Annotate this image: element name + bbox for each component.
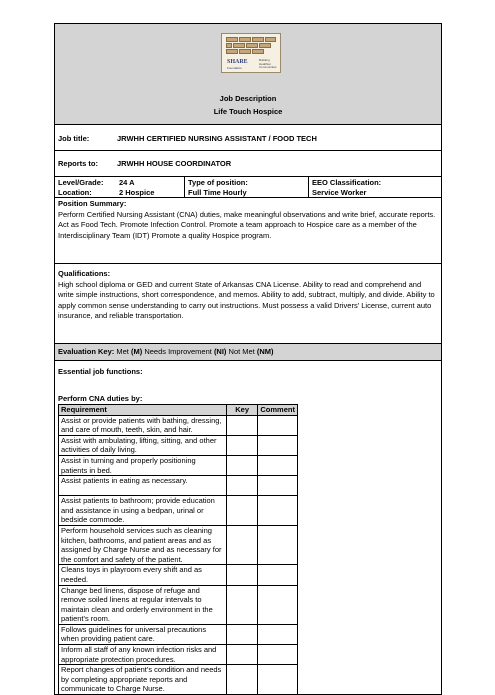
position-type-value: Full Time Hourly <box>188 188 247 197</box>
requirement-cell: Assist with ambulating, lifting, sitting, and other activities of daily living. <box>59 435 227 455</box>
comment-cell[interactable] <box>258 415 298 435</box>
reports-to-value: JRWHH HOUSE COORDINATOR <box>117 159 232 168</box>
met-code: (M) <box>130 347 143 356</box>
requirement-cell: Cleans toys in playroom every shift and as needed. <box>59 565 227 585</box>
comment-cell[interactable] <box>258 565 298 585</box>
evaluation-key-label: Evaluation Key: <box>58 347 115 356</box>
eeo-cell <box>309 177 441 197</box>
level-value: 24 A <box>119 178 135 187</box>
key-cell[interactable] <box>226 665 258 695</box>
not-met-label: Not Met <box>228 347 255 356</box>
position-summary-heading: Position Summary: <box>58 199 127 208</box>
comment-cell[interactable] <box>258 476 298 496</box>
key-cell[interactable] <box>226 476 258 496</box>
essential-functions-heading: Essential job functions: <box>58 367 143 376</box>
position-type-cell <box>185 177 309 197</box>
requirement-cell: Change bed linens, dispose of refuge and remove soiled linens at regular intervals to maintain clean and orderly environment in the patient's room. <box>59 585 227 624</box>
requirements-table <box>58 404 298 695</box>
reports-to-row <box>54 151 442 177</box>
comment-cell[interactable] <box>258 525 298 564</box>
level-label: Level/Grade: <box>58 178 104 187</box>
not-met-code: (NM) <box>256 347 274 356</box>
qualifications-heading: Qualifications: <box>58 269 111 278</box>
table-row <box>59 435 298 455</box>
requirements-header-row <box>59 405 298 416</box>
table-row <box>59 476 298 496</box>
comment-cell[interactable] <box>258 435 298 455</box>
qualifications-text: High school diploma or GED and current State of Arkansas CNA License. Ability to read and comprehend and write simple instructions, short correspondence, and memos. Ability to add, subtract, multiply, and divide. Ability to apply common sense understanding to carry out instructions. Must possess a valid Drivers' License, current auto insurance, and reliable transportation. <box>58 279 435 320</box>
eeo-value: Service Worker <box>312 188 367 197</box>
table-row <box>59 665 298 695</box>
requirement-cell: Assist patients to bathroom; provide education and assistance in using a bedpan, urinal or bedside commode. <box>59 496 227 526</box>
requirement-column-header: Requirement <box>59 405 227 416</box>
logo-name: SHARE <box>227 59 248 65</box>
logo-subtitle: Foundation <box>227 66 243 70</box>
met-label: Met <box>116 347 129 356</box>
job-title-value: JRWHH CERTIFIED NURSING ASSISTANT / FOOD TECH <box>117 134 317 143</box>
location-label: Location: <box>58 188 92 197</box>
reports-to-label: Reports to: <box>58 159 98 168</box>
position-type-label: Type of position: <box>188 178 248 187</box>
key-column-header: Key <box>226 405 258 416</box>
job-title-label: Job title: <box>58 134 90 143</box>
document-header <box>54 23 442 125</box>
essential-functions-section <box>54 361 442 695</box>
requirement-cell: Assist or provide patients with bathing, dressing, and care of mouth, teeth, skin, and hair. <box>59 415 227 435</box>
table-row <box>59 585 298 624</box>
requirement-cell: Follows guidelines for universal precautions when providing patient care. <box>59 624 227 644</box>
key-cell[interactable] <box>226 455 258 475</box>
table-row <box>59 415 298 435</box>
position-summary-section <box>54 198 442 264</box>
organization-name: Life Touch Hospice <box>213 107 283 116</box>
requirement-cell: Report changes of patient's condition and needs by completing appropriate reports and communicate to Charge Nurse. <box>59 665 227 695</box>
table-row <box>59 496 298 526</box>
key-cell[interactable] <box>226 645 258 665</box>
key-cell[interactable] <box>226 525 258 564</box>
requirement-cell: Assist in turning and properly positioning patients in bed. <box>59 455 227 475</box>
eeo-label: EEO Classification: <box>312 178 382 187</box>
comment-cell[interactable] <box>258 665 298 695</box>
key-cell[interactable] <box>226 624 258 644</box>
qualifications-section <box>54 264 442 344</box>
classification-row <box>54 177 442 198</box>
table-row <box>59 455 298 475</box>
table-row <box>59 645 298 665</box>
location-value: 2 Hospice <box>119 188 155 197</box>
cna-duties-subheading: Perform CNA duties by: <box>58 394 143 403</box>
comment-cell[interactable] <box>258 585 298 624</box>
job-description-document <box>54 23 442 695</box>
logo-tagline: Building Healthier Communities <box>259 58 277 69</box>
key-cell[interactable] <box>226 435 258 455</box>
job-title-row <box>54 125 442 151</box>
comment-cell[interactable] <box>258 455 298 475</box>
table-row <box>59 565 298 585</box>
table-row <box>59 624 298 644</box>
key-cell[interactable] <box>226 415 258 435</box>
table-row <box>59 525 298 564</box>
level-location-cell <box>55 177 185 197</box>
position-summary-text: Perform Certified Nursing Assistant (CNA) duties, make meaningful observations and write brief, accurate reports. Act as Food Tech. Promote Infection Control. Promote a team approach to Hospice care as a member of the Interdisciplinary Team (IDT) Promote a quality Hospice program. <box>58 209 436 240</box>
key-cell[interactable] <box>226 496 258 526</box>
key-cell[interactable] <box>226 585 258 624</box>
requirement-cell: Perform household services such as cleaning kitchen, bathrooms, and patient areas and as assigned by Charge Nurse and as necessary for the comfort and safety of the patient. <box>59 525 227 564</box>
comment-cell[interactable] <box>258 645 298 665</box>
requirement-cell: Inform all staff of any known infection risks and appropriate protection procedures. <box>59 645 227 665</box>
key-cell[interactable] <box>226 565 258 585</box>
comment-column-header: Comment <box>258 405 298 416</box>
requirement-cell: Assist patients in eating as necessary. <box>59 476 227 496</box>
comment-cell[interactable] <box>258 624 298 644</box>
evaluation-key-row <box>54 344 442 361</box>
share-foundation-logo <box>221 33 281 73</box>
needs-improvement-label: Needs Improvement <box>144 347 212 356</box>
document-title: Job Description <box>219 94 277 103</box>
comment-cell[interactable] <box>258 496 298 526</box>
needs-improvement-code: (NI) <box>213 347 227 356</box>
